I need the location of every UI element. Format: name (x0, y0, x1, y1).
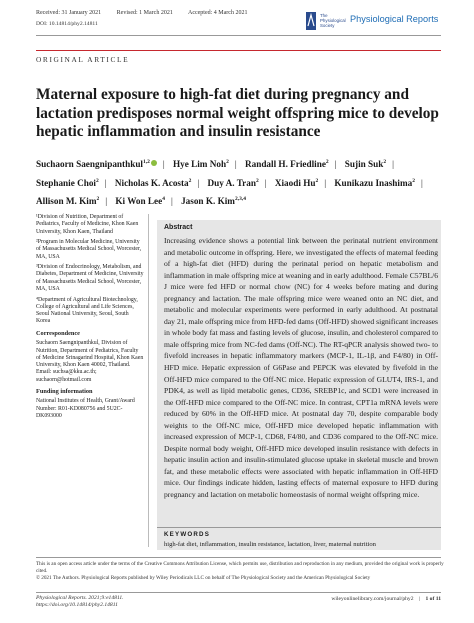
author (245, 159, 329, 169)
author-list (36, 154, 456, 210)
author-name: Suchaorn Saengnipanthkul (36, 159, 143, 170)
author-name: Jason K. Kim (181, 196, 235, 207)
author (36, 159, 157, 169)
author (345, 159, 386, 169)
author (36, 196, 99, 206)
author-affiliation-marker: 4 (162, 196, 165, 203)
author (334, 178, 415, 188)
journal-logo (306, 12, 456, 34)
abstract-heading: Abstract (164, 224, 193, 231)
page-number: 1 of 11 (425, 596, 441, 602)
author-name: Sujin Suk (344, 159, 384, 170)
author-separator: | (105, 196, 108, 207)
author-separator: | (420, 177, 423, 188)
affiliations-column (36, 214, 144, 424)
author-name: Nicholas K. Acosta (114, 177, 189, 188)
author-separator: | (162, 159, 165, 170)
citation-line: Physiological Reports. 2021;9:e14811. (36, 595, 124, 601)
article-type: ORIGINAL ARTICLE (36, 55, 130, 64)
footer-right: wileyonlinelibrary.com/journal/phy2 | 1 of 11 (331, 596, 441, 602)
author (275, 178, 318, 188)
physiological-society-logo-icon (306, 12, 316, 30)
received-date: Received: 31 January 2021 (36, 10, 102, 16)
license-notice (36, 561, 446, 581)
footer-divider (36, 592, 441, 593)
affiliation-3: ³Division of Endocrinology, Metabolism, and Diabetes, Department of Medicine, University of Massachusetts Medical School, Worcester, MA, USA (36, 264, 144, 293)
author-separator: | (324, 177, 327, 188)
author-separator: | (197, 177, 200, 188)
funding-text: National Institutes of Health, Grant/Award Number: R01-KD080756 and 5U2C-DK093000 (36, 398, 135, 420)
author (115, 196, 165, 206)
revised-date: Revised: 1 March 2021 (116, 10, 173, 16)
article-dates (36, 10, 261, 16)
affiliation-4: ⁴Department of Agricultural Biotechnology, College of Agricultural and Life Sciences, Seoul National University, Seoul, South Korea (36, 296, 138, 325)
author-affiliation-marker: 2 (188, 177, 192, 184)
author-affiliation-marker: 2 (226, 159, 229, 165)
affiliation-1: ¹Division of Nutrition, Department of Pediatrics, Faculty of Medicine, Khon Kaen University, Khon Kaen, Thailand (36, 214, 139, 235)
license-divider (36, 557, 441, 558)
funding-label: Funding information (36, 387, 93, 395)
author-separator: | (334, 159, 337, 170)
author-affiliation-marker: 2,3,4 (234, 196, 246, 203)
author (173, 159, 229, 169)
author-affiliation-marker: 2 (383, 159, 387, 165)
author-separator: | (170, 196, 173, 207)
author-affiliation-marker: 2 (96, 196, 100, 203)
license-line: This is an open access article under the terms of the Creative Commons Attribution License, which permits use, distribution and reproduction in any medium, provided the original work is properly cited. (36, 561, 444, 574)
footer-citation (36, 595, 124, 609)
affiliation-2: ²Program in Molecular Medicine, University of Massachusetts Medical School, Worcester, MA, USA (36, 239, 142, 260)
author (181, 196, 246, 206)
author (208, 178, 259, 188)
author (115, 178, 192, 188)
article-title: Maternal exposure to high-fat diet during pregnancy and lactation predisposes normal weight offspring mice to develop hepatic inflammation and insulin resistance (36, 86, 439, 140)
author-affiliation-marker: 2 (315, 177, 319, 184)
author (36, 178, 99, 188)
author-affiliation-marker: 2 (96, 177, 99, 184)
author-name: Duy A. Tran (207, 177, 256, 188)
author-separator: | (392, 159, 394, 170)
author-affiliation-marker: 2 (412, 177, 415, 184)
author-name: Ki Won Lee (115, 196, 163, 207)
author-name: Hye Lim Noh (173, 159, 227, 170)
author-separator: | (104, 177, 107, 188)
accent-rule (36, 50, 441, 51)
author-name: Stephanie Choi (36, 177, 96, 188)
author-name: Kunikazu Inashima (334, 177, 413, 188)
author-affiliation-marker: 2 (255, 177, 259, 184)
column-divider (148, 214, 149, 547)
header-divider (36, 35, 441, 36)
keywords-divider (157, 527, 441, 528)
accepted-date: Accepted: 4 March 2021 (187, 10, 248, 16)
article-doi: DOI: 10.14814/phy2.14811 (36, 21, 98, 27)
author-separator: | (234, 159, 237, 170)
author-affiliation-marker: 1,2 (142, 159, 150, 165)
doi-link[interactable]: https://doi.org/10.14814/phy2.14811 (36, 602, 118, 608)
copyright-line: © 2021 The Authors. Physiological Reports published by Wiley Periodicals LLC on behalf of The Physiological Society and the American Physiological Society (36, 574, 371, 581)
logo-society-name: The Physiological Society (320, 13, 346, 28)
keywords-text: high-fat diet, inflammation, insulin resistance, lactation, liver, maternal nutrition (164, 541, 376, 548)
correspondence-text: Suchaorn Saengnipanthkul, Division of Nutrition, Department of Pediatrics, Faculty of Medicine Srinagarind Hospital, Khon Kaen University, Khon Kaen 40002, Thailand. Email: suchsa@kku.ac.th; suchaorn@hotmail.com (36, 340, 144, 383)
author-affiliation-marker: 2 (325, 159, 329, 165)
journal-name: Physiological Reports (350, 14, 439, 24)
keywords-heading: KEYWORDS (164, 531, 211, 538)
abstract-text: Increasing evidence shows a potential link between the perinatal nutrient environment and metabolic outcome in offspring. Here, we investigated the effects of maternal feeding of a high-fat diet (HFD) during the perinatal period on hepatic metabolism and inflammation in male offspring mice at weaning and in early adulthood. Female C57BL/6 J mice were fed HFD or normal chow (NC) for 4 weeks before mating and during pregnancy and lactation. The male offspring mice were weaned onto an NC diet, and metabolic and molecular experiments were performed in early adulthood. At postnatal day 21, male offspring mice from HFD-fed dams (Off-HFD) showed significant increases in whole body fat mass and fasting levels of glucose, insulin, and cholesterol compared to male offspring mice from NC-fed dams (Off-NC). The RT-qPCR analysis showed two- to fivefold increases in hepatic inflammatory markers (MCP-1, IL-1β, and F4/80) in Off-HFD mice. Hepatic expression of G6Pase and PEPCK was elevated by fivefold in the Off-HFD mice compared to the Off-NC mice. Hepatic expression of GLUT4, IRS-1, and PDK4, as well as lipid metabolic genes, CD36, SREBP1c, and SCD1 were increased in the Off-HFD mice compared to the Off-NC mice. In contrast, CPT1a mRNA levels were reduced by 60% in the Off-HFD mice. At postnatal day 70, despite comparable body weights to the Off-NC mice, Off-HFD mice developed hepatic inflammation with increased expression of MCP-1, CD68, F4/80, and CD36 compared to the Off-NC mice. Despite normal body weight, Off-HFD mice developed insulin resistance with defects in hepatic insulin action and insulin-stimulated glucose uptake in skeletal muscle and brown fat, and these metabolic effects were associated with hepatic inflammation in Off-HFD mice. Our findings indicate hidden, lasting effects of maternal exposure to HFD during pregnancy and lactation on metabolic homeostasis of normal weight offspring mice. (164, 236, 438, 500)
orcid-icon[interactable] (151, 160, 157, 166)
journal-url-link[interactable]: wileyonlinelibrary.com/journal/phy2 (331, 596, 414, 602)
author-name: Randall H. Friedline (244, 159, 326, 170)
correspondence-label: Correspondence (36, 329, 80, 337)
author-name: Allison M. Kim (36, 196, 97, 207)
author-name: Xiaodi Hu (274, 177, 316, 188)
author-separator: | (264, 177, 267, 188)
